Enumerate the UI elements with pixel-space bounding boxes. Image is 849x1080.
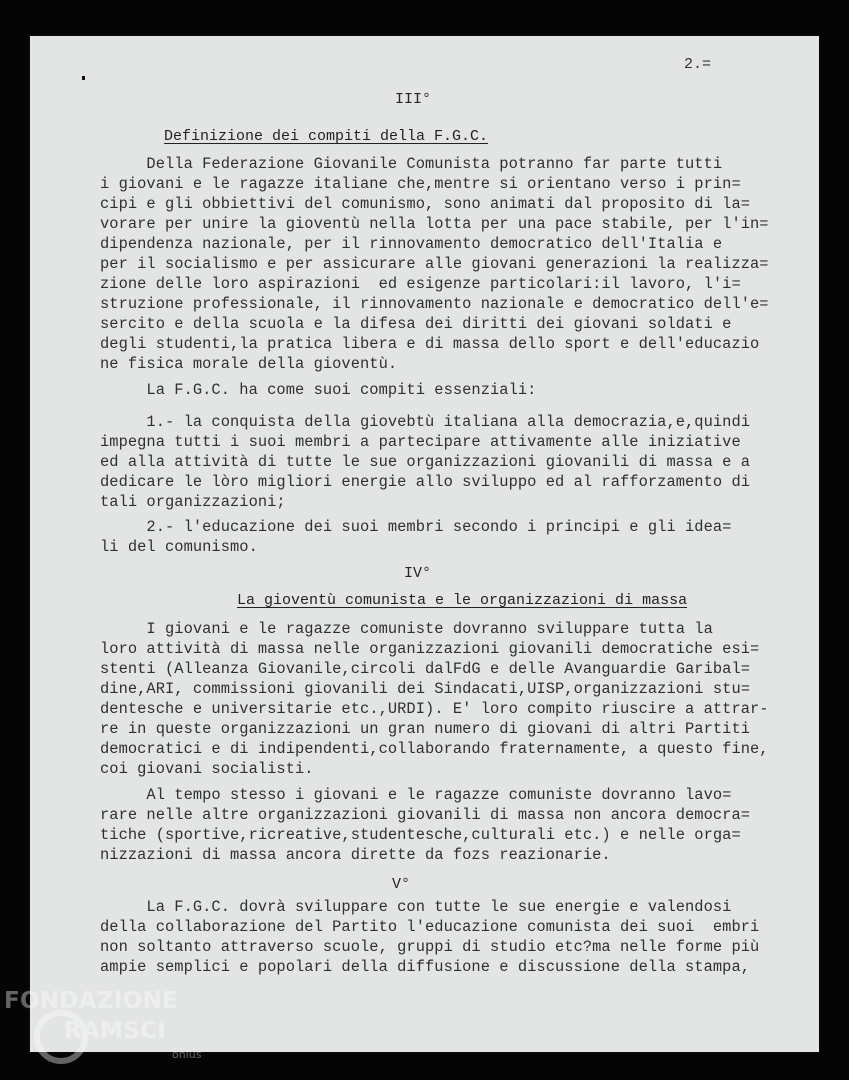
paragraph-iii-1: Della Federazione Giovanile Comunista potranno far parte tutti i giovani e le ragazze italiane che,mentre si orientano verso i prin= cipi e gli obbiettivi del comunismo, sono animati dal proposito di la= vorare per unire la gioventù nella lotta per una pace stabile, per l'in= dipendenza nazionale, per il rinnovamento democratico dell'Italia e per il socialismo e per assicurare alle giovani generazioni la realizza= zione delle loro aspirazioni ed esigenze particolari:il lavoro, l'i= struzione professionale, il rinnovamento nazionale e democratico dell'e= sercito e della scuola e la difesa dei diritti dei giovani soldati e degli studenti,la pratica libera e di massa dello sport e dell'educazio ne fisica morale della gioventù. (100, 155, 769, 373)
section-title-iv: La gioventù comunista e le organizzazioni di massa (237, 592, 688, 609)
section-label-iv: IV° (404, 565, 432, 582)
document-page (30, 36, 819, 1052)
watermark-sub: onlus (172, 1048, 202, 1061)
paragraph-iv-2: Al tempo stesso i giovani e le ragazze comuniste dovranno lavo= rare nelle altre organizzazioni giovanili di massa non ancora democra= tiche (sportive,ricreative,studentesche,culturali etc.) e nelle orga= nizzazioni di massa ancora dirette da fozs reazionarie. (100, 786, 751, 864)
paragraph-iii-4: 2.- l'educazione dei suoi membri secondo i principi e gli idea= li del comunismo. (100, 518, 732, 556)
section-label-iii: III° (395, 91, 432, 108)
page-number: 2.= (684, 56, 712, 73)
section-title-iii: Definizione dei compiti della F.G.C. (164, 128, 489, 145)
section-label-v: V° (392, 876, 411, 893)
watermark-line1: FONDAZIONE (4, 988, 179, 1014)
paragraph-iv-1: I giovani e le ragazze comuniste dovranno sviluppare tutta la loro attività di massa nelle organizzazioni giovanili democratiche esi= stenti (Alleanza Giovanile,circoli dalFdG e delle Avanguardie Garibal= dine,ARI, commissioni giovanili dei Sindacati,UISP,organizzazioni stu= dentesche e universitarie etc.,URDI). E' loro compito riuscire a attrar- re in queste organizzazioni un gran numero di giovani di altri Partiti democratici e di indipendenti,collaborando fraternamente, a questo fine, coi giovani socialisti. (100, 620, 769, 778)
watermark-line2: RAMSCI (64, 1018, 167, 1044)
paragraph-iii-3: 1.- la conquista della giovebtù italiana alla democrazia,e,quindi impegna tutti i suoi membri a partecipare attivamente alle iniziative ed alla attività di tutte le sue organizzazioni giovanili di massa e a dedicare le lòro migliori energie allo sviluppo ed al rafforzamento di tali organizzazioni; (100, 413, 751, 511)
ink-mark (82, 76, 85, 80)
paragraph-v-1: La F.G.C. dovrà sviluppare con tutte le sue energie e valendosi della collaborazione del Partito l'educazione comunista dei suoi embri non soltanto attraverso scuole, gruppi di studio etc?ma nelle forme più ampie semplici e popolari della diffusione e discussione della stampa, (100, 898, 760, 976)
paragraph-iii-2: La F.G.C. ha come suoi compiti essenziali: (100, 381, 537, 399)
watermark-logo (4, 988, 214, 1068)
